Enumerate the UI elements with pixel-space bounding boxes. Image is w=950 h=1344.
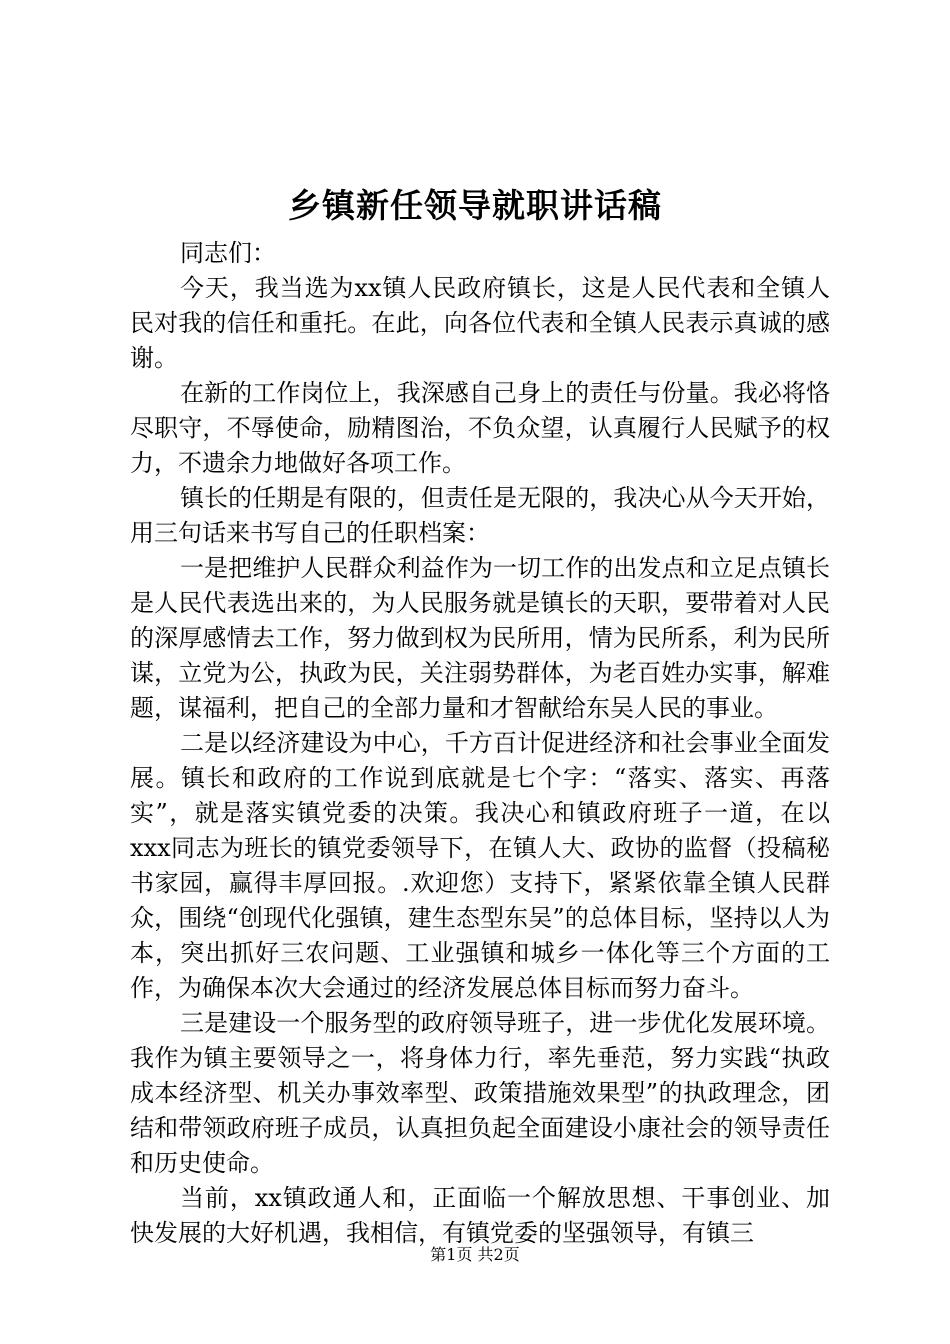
- page-footer: 第1页 共2页: [430, 1245, 520, 1264]
- paragraph: 在新的工作岗位上，我深感自己身上的责任与份量。我必将恪尽职守，不辱使命，励精图治，不负众望，认真履行人民赋予的权力，不遗余力地做好各项工作。: [130, 379, 830, 477]
- paragraph: 今天，我当选为xx镇人民政府镇长，这是人民代表和全镇人民对我的信任和重托。在此，向各位代表和全镇人民表示真诚的感谢。: [130, 274, 830, 372]
- paragraph: 三是建设一个服务型的政府领导班子，进一步优化发展环境。我作为镇主要领导之一，将身体力行，率先垂范，努力实践“执政成本经济型、机关办事效率型、政策措施效果型”的执政理念，团结和带领政府班子成员，认真担负起全面建设小康社会的领导责任和历史使命。: [130, 1009, 830, 1177]
- document-title: 乡镇新任领导就职讲话稿: [288, 186, 662, 225]
- paragraph: 一是把维护人民群众利益作为一切工作的出发点和立足点镇长是人民代表选出来的，为人民服务就是镇长的天职，要带着对人民的深厚感情去工作，努力做到权为民所用，情为民所系，利为民所谋，立党为公，执政为民，关注弱势群体，为老百姓办实事，解难题，谋福利，把自己的全部力量和才智献给东吴人民的事业。: [130, 554, 830, 722]
- paragraph: 同志们：: [180, 239, 276, 267]
- paragraph: 当前，xx镇政通人和，正面临一个解放思想、干事创业、加快发展的大好机遇，我相信，有镇党委的坚强领导，有镇三: [130, 1184, 830, 1247]
- paragraph: 二是以经济建设为中心，千方百计促进经济和社会事业全面发展。镇长和政府的工作说到底就是七个字：“落实、落实、再落实”，就是落实镇党委的决策。我决心和镇政府班子一道，在以xxx同志为班长的镇党委领导下，在镇人大、政协的监督（投稿秘书家园，赢得丰厚回报。.欢迎您）支持下，紧紧依靠全镇人民群众，围绕“创现代化强镇，建生态型东吴”的总体目标，坚持以人为本，突出抓好三农问题、工业强镇和城乡一体化等三个方面的工作，为确保本次大会通过的经济发展总体目标而努力奋斗。: [130, 729, 830, 1002]
- paragraph: 镇长的任期是有限的，但责任是无限的，我决心从今天开始，用三句话来书写自己的任职档案：: [130, 484, 830, 547]
- document-body: [130, 236, 830, 1251]
